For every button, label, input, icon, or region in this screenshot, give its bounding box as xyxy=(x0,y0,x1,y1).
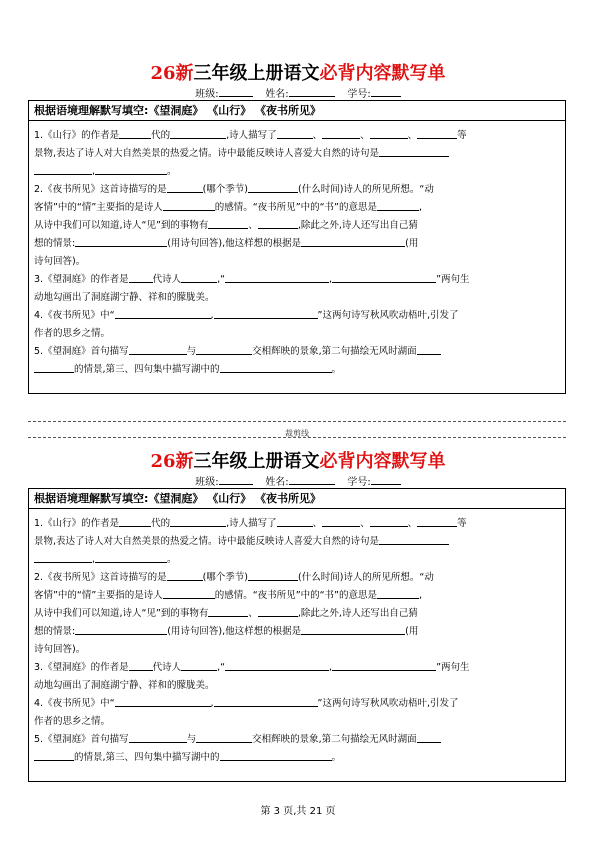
q2-text: ,除此之外,诗人还写出自己猜 xyxy=(297,608,418,619)
question-box xyxy=(28,488,566,782)
answer-blank[interactable] xyxy=(322,515,360,527)
q2-text: 客情”中的“情”主要指的是诗人 xyxy=(34,590,163,601)
class-blank[interactable] xyxy=(219,86,253,97)
answer-blank[interactable] xyxy=(225,271,329,283)
answer-blank[interactable] xyxy=(181,271,217,283)
q4-text: , xyxy=(210,310,214,321)
answer-blank[interactable] xyxy=(119,515,151,527)
answer-blank[interactable] xyxy=(115,307,211,319)
q2-text: (用诗句回答),他这样想的根据是 xyxy=(167,238,302,249)
q2-text: (用诗句回答),他这样想的根据是 xyxy=(167,626,302,637)
answer-blank[interactable] xyxy=(301,235,405,247)
answer-blank[interactable] xyxy=(214,695,318,707)
q1-text: 代的 xyxy=(151,518,171,529)
q5-text: 的情景,第三、四句集中描写湖中的 xyxy=(74,364,220,375)
answer-blank[interactable] xyxy=(34,163,92,175)
q2-text: 2.《夜书所见》这首诗描写的是 xyxy=(34,572,167,583)
q5-text: 5.《望洞庭》首句描写 xyxy=(34,734,129,745)
title-middle: 三年级上册语文 xyxy=(193,63,320,84)
q3-text: ,“ xyxy=(217,662,226,673)
q1-text: 、 xyxy=(360,130,370,141)
answer-blank[interactable] xyxy=(379,145,449,157)
q2-text: , xyxy=(418,590,422,601)
class-label: 班级: xyxy=(195,477,219,488)
answer-blank[interactable] xyxy=(258,217,298,229)
q3-text: ,“ xyxy=(217,274,226,285)
name-label: 姓名: xyxy=(265,477,289,488)
q5-text: 的情景,第三、四句集中描写湖中的 xyxy=(74,752,220,763)
q1-text: 。 xyxy=(167,166,177,177)
answer-blank[interactable] xyxy=(277,515,313,527)
q2-text: 诗句回答)。 xyxy=(34,256,86,267)
question-5 xyxy=(34,731,559,767)
question-3 xyxy=(34,659,559,695)
q1-text: 、 xyxy=(407,518,418,529)
q3-text: , xyxy=(329,274,333,285)
answer-blank[interactable] xyxy=(115,695,211,707)
q1-text: , xyxy=(92,554,96,565)
question-5 xyxy=(34,343,559,379)
q2-text: 、 xyxy=(248,220,258,231)
answer-blank[interactable] xyxy=(258,605,298,617)
q3-text: 动地勾画出了洞庭湖宁静、祥和的朦胧美。 xyxy=(34,680,215,691)
id-label: 学号: xyxy=(347,477,371,488)
page-title xyxy=(0,64,596,84)
worksheet-lower xyxy=(0,451,596,763)
answer-blank[interactable] xyxy=(377,587,419,599)
q5-text: 交相辉映的景象,第二句描绘无风时湖面 xyxy=(252,734,417,745)
q4-text: , xyxy=(210,698,214,709)
answer-blank[interactable] xyxy=(248,569,298,581)
answer-blank[interactable] xyxy=(119,127,151,139)
q1-text: 1.《山行》的作者是 xyxy=(34,130,120,141)
q1-text: ,诗人描写了 xyxy=(226,130,277,141)
page-footer: 第 3 页,共 21 页 xyxy=(260,806,336,817)
q2-text: (哪个季节) xyxy=(202,572,248,583)
q5-text: 5.《望洞庭》首句描写 xyxy=(34,346,129,357)
question-box xyxy=(28,100,566,394)
q4-text: 作者的思乡之情。 xyxy=(34,716,111,727)
cut-dashed-line-bottom xyxy=(28,437,566,438)
question-4 xyxy=(34,695,559,731)
q2-text: 诗句回答)。 xyxy=(34,644,86,655)
q2-text: 、 xyxy=(248,608,258,619)
answer-blank[interactable] xyxy=(277,127,313,139)
title-suffix: 必背内容默写单 xyxy=(319,63,446,84)
q5-text: 。 xyxy=(331,364,342,375)
q2-text: 想的情景: xyxy=(34,626,76,637)
answer-blank[interactable] xyxy=(129,731,187,743)
q5-text: 交相辉映的景象,第二句描绘无风时湖面 xyxy=(252,346,417,357)
question-4 xyxy=(34,307,559,343)
q3-text: 代诗人 xyxy=(152,274,182,285)
question-3 xyxy=(34,271,559,307)
answer-blank[interactable] xyxy=(163,587,215,599)
answer-blank[interactable] xyxy=(379,533,449,545)
q4-text: 4.《夜书所见》中“ xyxy=(34,698,115,709)
answer-blank[interactable] xyxy=(417,515,457,527)
answer-blank[interactable] xyxy=(196,343,252,355)
q1-text: 景物,表达了诗人对大自然美景的热爱之情。诗中最能反映诗人喜爱大自然的诗句是 xyxy=(34,148,380,159)
title-prefix: 26新 xyxy=(150,451,194,472)
q3-text: 3.《望洞庭》的作者是 xyxy=(34,662,129,673)
title-middle: 三年级上册语文 xyxy=(193,451,320,472)
cut-line-label: 裁剪线 xyxy=(285,429,309,438)
answer-blank[interactable] xyxy=(170,127,226,139)
name-blank[interactable] xyxy=(289,474,335,485)
q1-text: 代的 xyxy=(151,130,171,141)
answer-blank[interactable] xyxy=(167,569,203,581)
title-suffix: 必背内容默写单 xyxy=(319,451,446,472)
answer-blank[interactable] xyxy=(95,163,167,175)
q2-text: (用 xyxy=(405,626,419,637)
q4-text: 4.《夜书所见》中“ xyxy=(34,310,115,321)
answer-blank[interactable] xyxy=(129,271,153,283)
worksheet-upper xyxy=(0,63,596,375)
q3-text: ”两句生 xyxy=(436,274,470,285)
question-2 xyxy=(34,569,559,659)
q2-text: , xyxy=(418,202,422,213)
name-label: 姓名: xyxy=(265,89,289,100)
answer-blank[interactable] xyxy=(163,199,215,211)
q4-text: ”这两句诗写秋风吹动梧叶,引发了 xyxy=(317,698,459,709)
answer-blank[interactable] xyxy=(225,659,329,671)
answer-blank[interactable] xyxy=(370,515,408,527)
page-title xyxy=(0,452,596,472)
q2-text: 想的情景: xyxy=(34,238,76,249)
q5-text: 。 xyxy=(331,752,342,763)
answer-blank[interactable] xyxy=(75,235,167,247)
title-prefix: 26新 xyxy=(150,63,194,84)
q1-text: ,诗人描写了 xyxy=(226,518,277,529)
answer-blank[interactable] xyxy=(208,217,248,229)
q2-text: 2.《夜书所见》这首诗描写的是 xyxy=(34,184,167,195)
answer-blank[interactable] xyxy=(417,731,441,743)
name-blank[interactable] xyxy=(289,86,335,97)
answer-blank[interactable] xyxy=(129,343,187,355)
answer-blank[interactable] xyxy=(370,127,408,139)
q2-text: 的感情。“夜书所见”中的“书”的意思是 xyxy=(214,202,377,213)
answer-blank[interactable] xyxy=(34,551,92,563)
q1-text: 景物,表达了诗人对大自然美景的热爱之情。诗中最能反映诗人喜爱大自然的诗句是 xyxy=(34,536,380,547)
q3-text: 代诗人 xyxy=(152,662,182,673)
id-blank[interactable] xyxy=(371,474,401,485)
q4-text: ”这两句诗写秋风吹动梧叶,引发了 xyxy=(317,310,459,321)
answer-blank[interactable] xyxy=(214,307,318,319)
answer-blank[interactable] xyxy=(301,623,405,635)
answer-blank[interactable] xyxy=(332,659,436,671)
answer-blank[interactable] xyxy=(170,515,226,527)
answer-blank[interactable] xyxy=(417,127,457,139)
question-list xyxy=(29,121,565,379)
q2-text: (什么时间)诗人的所见所想。“动 xyxy=(298,184,434,195)
q3-text: , xyxy=(329,662,333,673)
question-1 xyxy=(34,515,559,569)
q3-text: 动地勾画出了洞庭湖宁静、祥和的朦胧美。 xyxy=(34,292,215,303)
q1-text: 1.《山行》的作者是 xyxy=(34,518,120,529)
q1-text: 、 xyxy=(312,518,323,529)
q2-text: 的感情。“夜书所见”中的“书”的意思是 xyxy=(214,590,377,601)
answer-blank[interactable] xyxy=(34,361,74,373)
q1-text: 等 xyxy=(457,130,467,141)
q2-text: (什么时间)诗人的所见所想。“动 xyxy=(298,572,434,583)
answer-blank[interactable] xyxy=(208,605,248,617)
question-2 xyxy=(34,181,559,271)
box-heading: 根据语境理解默写填空:《望洞庭》 《山行》 《夜书所见》 xyxy=(29,489,565,509)
answer-blank[interactable] xyxy=(377,199,419,211)
answer-blank[interactable] xyxy=(417,343,441,355)
q2-text: 从诗中我们可以知道,诗人“见”到的事物有 xyxy=(34,608,209,619)
answer-blank[interactable] xyxy=(129,659,153,671)
answer-blank[interactable] xyxy=(220,749,332,761)
cut-dashed-line-top xyxy=(28,421,566,422)
answer-blank[interactable] xyxy=(196,731,252,743)
question-list xyxy=(29,509,565,767)
answer-blank[interactable] xyxy=(34,749,74,761)
q1-text: 、 xyxy=(360,518,370,529)
q1-text: 。 xyxy=(167,554,177,565)
q1-text: 等 xyxy=(457,518,467,529)
answer-blank[interactable] xyxy=(75,623,167,635)
answer-blank[interactable] xyxy=(167,181,203,193)
answer-blank[interactable] xyxy=(248,181,298,193)
answer-blank[interactable] xyxy=(322,127,360,139)
class-label: 班级: xyxy=(195,89,219,100)
q2-text: (哪个季节) xyxy=(202,184,248,195)
answer-blank[interactable] xyxy=(332,271,436,283)
q2-text: 从诗中我们可以知道,诗人“见”到的事物有 xyxy=(34,220,209,231)
id-label: 学号: xyxy=(347,89,371,100)
answer-blank[interactable] xyxy=(220,361,332,373)
q2-text: ,除此之外,诗人还写出自己猜 xyxy=(297,220,418,231)
q4-text: 作者的思乡之情。 xyxy=(34,328,111,339)
q3-text: 3.《望洞庭》的作者是 xyxy=(34,274,129,285)
box-heading: 根据语境理解默写填空:《望洞庭》 《山行》 《夜书所见》 xyxy=(29,101,565,121)
q3-text: ”两句生 xyxy=(436,662,470,673)
q1-text: 、 xyxy=(312,130,323,141)
class-blank[interactable] xyxy=(219,474,253,485)
question-1 xyxy=(34,127,559,181)
answer-blank[interactable] xyxy=(95,551,167,563)
q5-text: 与 xyxy=(186,734,197,745)
id-blank[interactable] xyxy=(371,86,401,97)
q1-text: 、 xyxy=(407,130,418,141)
q5-text: 与 xyxy=(186,346,197,357)
q1-text: , xyxy=(92,166,96,177)
q2-text: 客情”中的“情”主要指的是诗人 xyxy=(34,202,163,213)
answer-blank[interactable] xyxy=(181,659,217,671)
q2-text: (用 xyxy=(405,238,419,249)
